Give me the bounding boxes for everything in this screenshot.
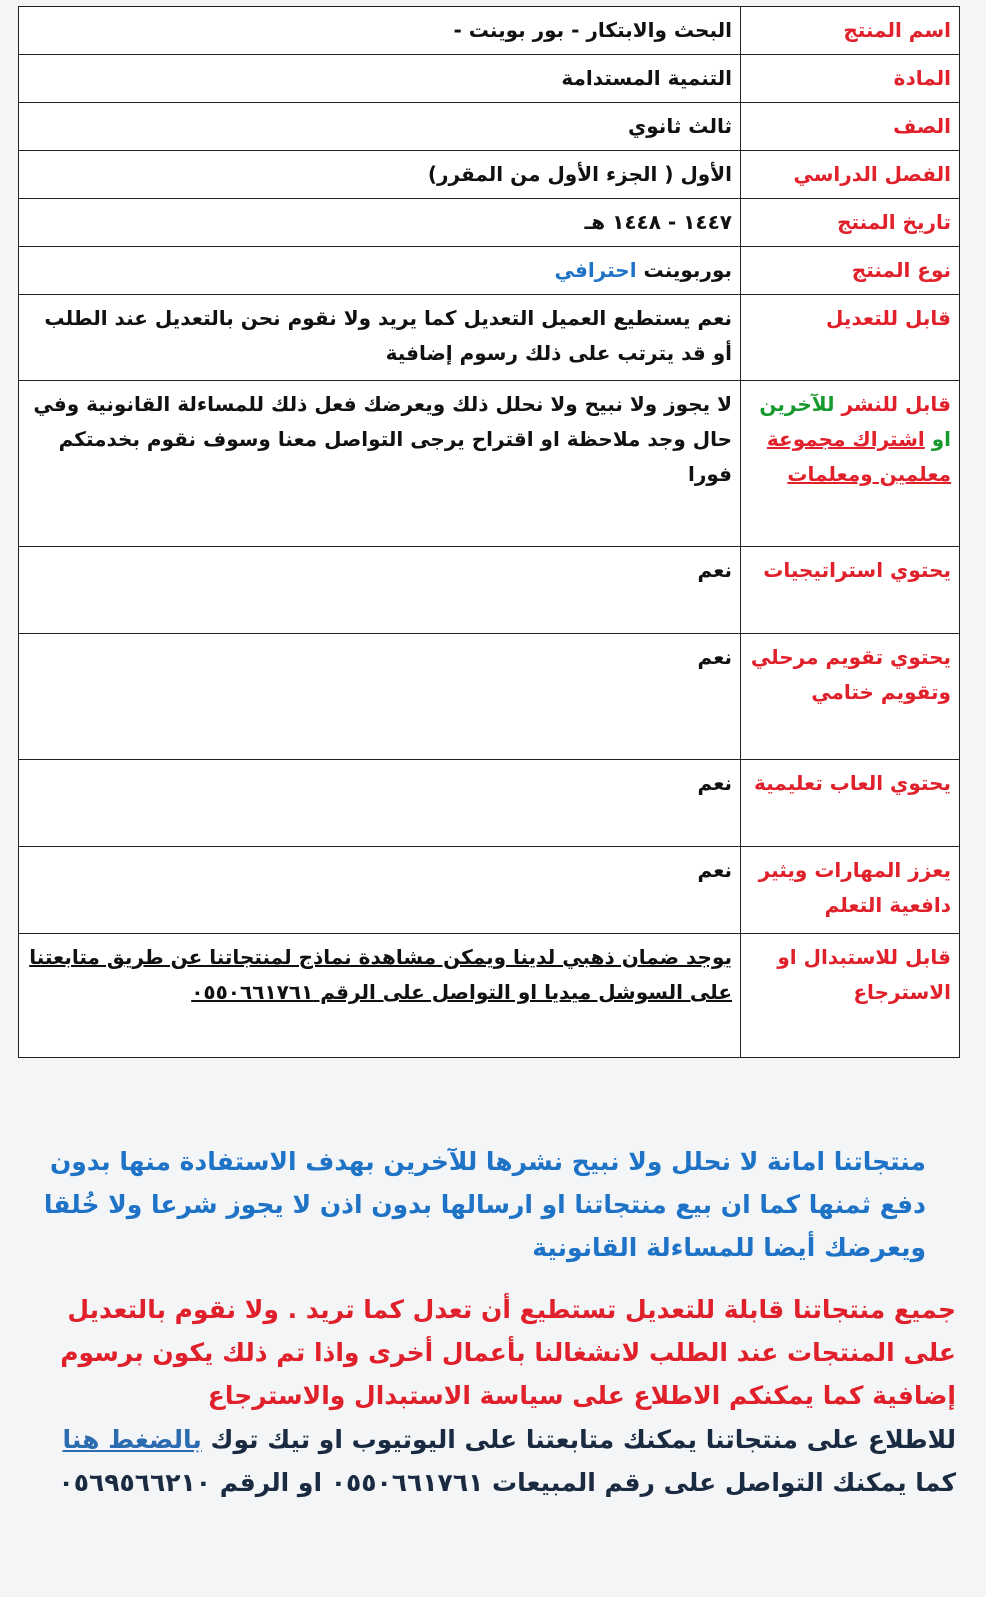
ownership-note: منتجاتنا امانة لا نحلل ولا نبيح نشرها للآخرين بهدف الاستفادة منها بدون دفع ثمنها كما ان بيع منتجاتنا او ارسالها بدون اذن لا يجوز شرعا ولا خُلقا ويعرضك أيضا للمساءلة القانونية: [43, 1147, 926, 1262]
table-row: [19, 103, 960, 151]
table-row: [19, 199, 960, 247]
row-label: يحتوي العاب تعليمية: [741, 760, 960, 847]
table-row: [19, 151, 960, 199]
row-value: لا يجوز ولا نبيح ولا نحلل ذلك ويعرضك فعل ذلك للمساءلة القانونية وفي حال وجد ملاحظة او اقتراح يرجى التواصل معنا وسوف نقوم بخدمتكم فورا: [19, 381, 741, 547]
or-label: او: [931, 427, 951, 451]
product-type: بوربوينت: [643, 258, 732, 282]
row-value: البحث والابتكار - بور بوينت -: [19, 7, 741, 55]
row-label: يحتوي استراتيجيات: [741, 547, 960, 634]
group-subscription-label: اشتراك مجموعة معلمين ومعلمات: [766, 427, 951, 486]
table-row: [19, 547, 960, 634]
editing-policy-note: جميع منتجاتنا قابلة للتعديل تستطيع أن تعدل كما تريد . ولا نقوم بالتعديل على المنتجات عند الطلب لانشغالنا بأعمال أخرى واذا تم ذلك يكون برسوم إضافية كما يمكنكم الاطلاع على سياسة الاستبدال والاسترجاع: [60, 1295, 956, 1410]
table-row: [19, 760, 960, 847]
row-label: نوع المنتج: [741, 247, 960, 295]
follow-text: للاطلاع على منتجاتنا يمكنك متابعتنا على اليوتيوب او تيك توك: [210, 1425, 956, 1454]
row-label: اسم المنتج: [741, 7, 960, 55]
row-value: نعم: [19, 847, 741, 934]
row-value: نعم: [19, 547, 741, 634]
table-row: [19, 634, 960, 760]
row-value: [19, 247, 741, 295]
table-row: [19, 247, 960, 295]
row-label: [741, 381, 960, 547]
table-row: [19, 847, 960, 934]
row-label: المادة: [741, 55, 960, 103]
row-value: نعم يستطيع العميل التعديل كما يريد ولا نقوم نحن بالتعديل عند الطلب أو قد يترتب على ذلك رسوم إضافية: [19, 295, 741, 381]
table-row: [19, 381, 960, 547]
table-row: [19, 7, 960, 55]
publish-label: قابل للنشر: [841, 392, 951, 416]
row-value: ١٤٤٧ - ١٤٤٨ هـ: [19, 199, 741, 247]
contact-text: كما يمكنك التواصل على رقم المبيعات ٠٥٥٠٦٦١٧٦١ او الرقم ٠٥٦٩٥٦٦٢١٠: [58, 1468, 956, 1497]
contact-note: [30, 1418, 956, 1504]
table-row: [19, 295, 960, 381]
table-row: [19, 55, 960, 103]
row-label: قابل للتعديل: [741, 295, 960, 381]
row-label: قابل للاستبدال او الاسترجاع: [741, 934, 960, 1058]
product-type-qualifier: احترافي: [554, 258, 637, 282]
row-label: يحتوي تقويم مرحلي وتقويم ختامي: [741, 634, 960, 760]
row-value: نعم: [19, 760, 741, 847]
guarantee-link[interactable]: يوجد ضمان ذهبي لدينا ويمكن مشاهدة نماذج لمنتجاتنا عن طريق متابعتنا على السوشل ميديا او التواصل على الرقم ٠٥٥٠٦٦١٧٦١: [19, 934, 741, 1058]
row-value: ثالث ثانوي: [19, 103, 741, 151]
row-label: يعزز المهارات ويثير دافعية التعلم: [741, 847, 960, 934]
row-value: التنمية المستدامة: [19, 55, 741, 103]
row-label: الفصل الدراسي: [741, 151, 960, 199]
product-info-table: [18, 6, 960, 1058]
row-label: الصف: [741, 103, 960, 151]
press-here-link[interactable]: بالضغط هنا: [62, 1425, 202, 1454]
row-value: نعم: [19, 634, 741, 760]
row-label: تاريخ المنتج: [741, 199, 960, 247]
others-label: للآخرين: [759, 392, 835, 416]
table-row: [19, 934, 960, 1058]
row-value: الأول ( الجزء الأول من المقرر): [19, 151, 741, 199]
